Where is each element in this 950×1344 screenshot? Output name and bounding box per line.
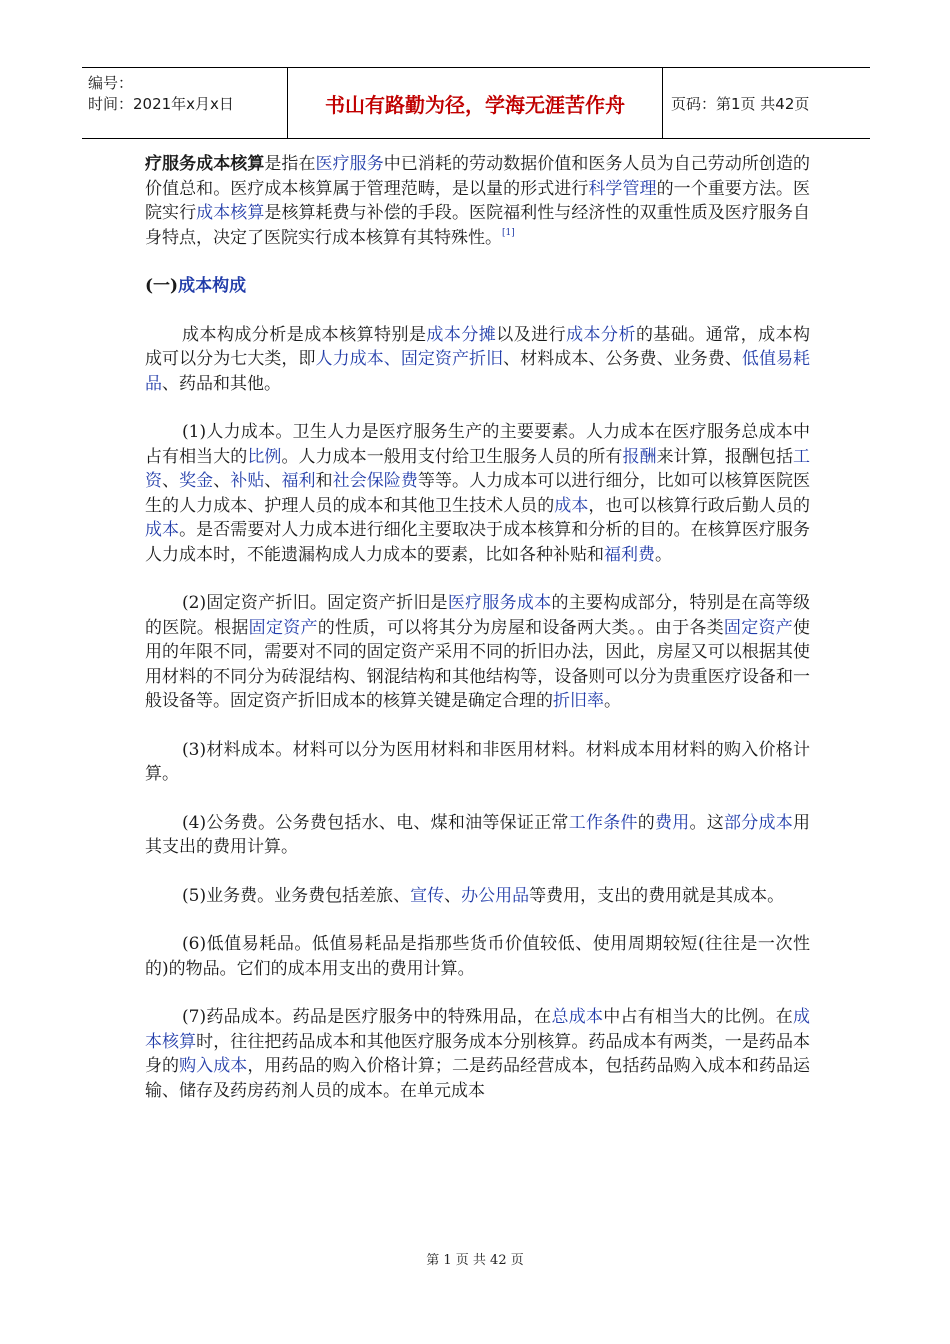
header-page-info: 页码：第1页 共42页 (671, 94, 810, 113)
text: 时，往往把药品成本和其他医疗服务成本分别核算。药品成本有两类，一是药品本身的 (145, 1031, 811, 1076)
link-partial-cost[interactable]: 部分成本 (724, 812, 794, 833)
link-working-conditions[interactable]: 工作条件 (568, 812, 638, 833)
document-body (145, 152, 810, 1127)
header-motto: 书山有路勤为径，学海无涯苦作舟 (288, 68, 663, 138)
link-remuneration[interactable]: 报酬 (622, 446, 657, 467)
text: 中已消耗的劳动数据价值和医务人员为自己劳动所创造的价值总和。医疗成本核算属于管理范畴，是以量的形式进行 (145, 154, 811, 199)
text: 是核算耗费与补偿的手段。医院福利性与经济性的双重性质及医疗服务自身特点，决定了医院实行成本核算有其特殊性。 (145, 203, 811, 248)
text: 。这 (689, 812, 725, 833)
text: ，用药品的购入价格计算；二是药品经营成本，包括药品购入成本和药品运输、储存及药房药剂人员的成本。在单元成本 (145, 1056, 811, 1101)
link-bonus[interactable]: 奖金 (179, 471, 214, 491)
text: 使用的年限不同，需要对不同的固定资产采用不同的折旧办法，因此，房屋又可以根据其使用材料的不同分为砖混结构、钢混结构和其他结构等，设备则可以分为贵重医疗设备和一般设备等。固定资产折旧成本的核算关键是确定合理的 (145, 617, 811, 711)
text: 等费用，支出的费用就是其成本。 (529, 885, 785, 906)
link-scientific-management[interactable]: 科学管理 (588, 178, 657, 199)
text: 用其支出的费用计算。 (145, 812, 811, 857)
paragraph-office-fee (145, 811, 810, 860)
text: (7)药品成本。药品是医疗服务中的特殊用品，在 (182, 1007, 552, 1027)
link-medical-service-cost[interactable]: 医疗服务成本 (447, 593, 552, 613)
text: 来计算，报酬包括 (656, 446, 794, 467)
text: 的主要构成部分，特别是在高等级的医院。根据 (145, 593, 810, 638)
text: 的 (637, 812, 655, 833)
text: 。 (655, 544, 672, 565)
text: 、 (383, 349, 401, 369)
text: 中占有相当大的比例。在 (603, 1007, 794, 1027)
intro-paragraph (145, 152, 810, 250)
link-fixed-asset-depreciation[interactable]: 固定资产折旧 (400, 349, 504, 369)
link-ratio[interactable]: 比例 (247, 446, 282, 467)
link-cost[interactable]: 成本 (145, 520, 180, 540)
text: 、 (162, 471, 180, 491)
text: 、 (444, 885, 462, 906)
text: 和 (315, 471, 333, 491)
paragraph-material-cost: (3)材料成本。材料可以分为医用材料和非医用材料。材料成本用材料的购入价格计算。 (145, 739, 810, 784)
paragraph-depreciation (145, 591, 810, 714)
text: 的性质，可以将其分为房屋和设备两大类。。由于各类 (317, 617, 724, 638)
text: (2)固定资产折旧。固定资产折旧是 (182, 593, 448, 613)
text: 。 (604, 691, 621, 711)
text: 。人力成本一般用支付给卫生服务人员的所有 (281, 446, 623, 467)
time-label: 时间：2021年x月x日 (88, 95, 234, 113)
text: 、药品和其他。 (162, 373, 281, 394)
link-fixed-assets[interactable]: 固定资产 (248, 617, 318, 638)
paragraph-consumables: (6)低值易耗品。低值易耗品是指那些货币价值较低、使用周期较短(往往是一次性的)的物品。它们的成本用支出的费用计算。 (145, 934, 810, 979)
number-label: 编号： (88, 74, 134, 92)
link-office-supplies[interactable]: 办公用品 (461, 885, 530, 906)
link-depreciation-rate[interactable]: 折旧率 (553, 691, 604, 711)
link-welfare-fee[interactable]: 福利费 (604, 544, 655, 565)
link-labor-cost[interactable]: 人力成本 (315, 349, 384, 369)
link-low-value-consumables[interactable]: 低值易耗品 (145, 349, 811, 394)
text: (1)人力成本。卫生人力是医疗服务生产的主要要素。人力成本在医疗服务总成本中占有相当大的 (145, 422, 810, 467)
link-total-cost[interactable]: 总成本 (551, 1007, 604, 1027)
link-medical-service[interactable]: 医疗服务 (315, 154, 384, 174)
page-footer: 第 1 页 共 42 页 (426, 1253, 524, 1268)
text: 、 (213, 471, 231, 491)
paragraph-business-fee (145, 884, 810, 909)
text: 是指在 (264, 154, 316, 174)
text: 成本构成分析是成本核算特别是 (182, 324, 427, 345)
text: 的基础。通常，成本构成可以分为七大类，即 (145, 324, 811, 369)
reference-link[interactable]: [1] (502, 227, 515, 238)
section-heading (145, 274, 810, 299)
link-purchase-cost[interactable]: 购入成本 (179, 1056, 248, 1076)
text: ，也可以核算行政后勤人员的 (588, 495, 811, 516)
link-publicity[interactable]: 宣传 (410, 885, 445, 906)
text: 以及进行 (496, 324, 567, 345)
intro-term: 疗服务成本核算 (145, 154, 265, 174)
section-number: (一) (145, 276, 179, 296)
page-header (82, 67, 870, 139)
text: 等等。人力成本可以进行细分，比如可以核算医院医生的人力成本、护理人员的成本和其他卫生技术人员的 (145, 471, 811, 516)
text: (4)公务费。公务费包括水、电、煤和油等保证正常 (182, 812, 569, 833)
paragraph-drug-cost (145, 1005, 810, 1103)
link-cost-allocation[interactable]: 成本分摊 (426, 324, 497, 345)
paragraph-labor-cost (145, 420, 810, 567)
link-cost-accounting[interactable]: 成本核算 (196, 203, 265, 223)
text: 、材料成本、公务费、业务费、 (503, 349, 742, 369)
link-social-insurance[interactable]: 社会保险费 (332, 471, 418, 491)
text: 。是否需要对人力成本进行细化主要取决于成本核算和分析的目的。在核算医疗服务人力成本时，不能遗漏构成人力成本的要素，比如各种补贴和 (145, 520, 811, 565)
header-meta (82, 68, 288, 138)
link-welfare[interactable]: 福利 (281, 471, 316, 491)
link-wages[interactable]: 工资 (145, 446, 811, 491)
link-expenses[interactable]: 费用 (654, 812, 690, 833)
link-subsidy[interactable]: 补贴 (230, 471, 265, 491)
link-cost-composition[interactable]: 成本构成 (178, 276, 247, 296)
text: 、 (264, 471, 282, 491)
link-fixed-assets[interactable]: 固定资产 (723, 617, 794, 638)
text: (5)业务费。业务费包括差旅、 (182, 885, 411, 906)
link-cost-analysis[interactable]: 成本分析 (566, 324, 636, 345)
link-cost-accounting[interactable]: 成本核算 (145, 1007, 811, 1052)
paragraph-cost-composition (145, 323, 810, 397)
text: 的一个重要方法。医院实行 (145, 178, 811, 223)
link-cost[interactable]: 成本 (554, 495, 589, 516)
